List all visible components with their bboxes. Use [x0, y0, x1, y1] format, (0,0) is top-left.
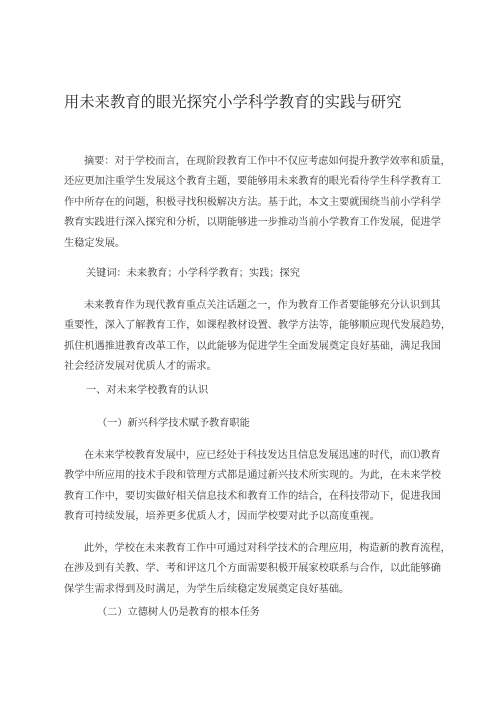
section-heading-1: 一、对未来学校教育的认识 — [86, 385, 209, 396]
keywords-line: 关键词：未来教育；小学科学教育；实践；探究 — [86, 268, 300, 279]
body-paragraph-2 — [64, 539, 451, 600]
abstract-line: 还应更加注重学生发展这个教育主题，要能够用未来教育的眼光看待学生科学教育工 — [64, 176, 441, 188]
body-line: 在未来学校教育发展中，应已经处于科技发达且信息发展迅速的时代，而⑴教育 — [84, 450, 441, 461]
document-title: 用未来教育的眼光探究小学科学教育的实践与研究 — [64, 93, 402, 111]
body-paragraph-1 — [64, 446, 444, 528]
subsection-heading-2: （二）立德树人仍是教育的根本任务 — [97, 607, 260, 618]
intro-paragraph — [64, 296, 452, 378]
intro-line: 社会经济发展对优质人才的需求。 — [64, 361, 217, 373]
abstract-line: 作中所存在的问题，积极寻找积极解决方法。基于此，本文主要就围绕当前小学科学 — [64, 196, 441, 208]
body-line: 在涉及到有关教、学、考和评这几个方面需要积极开展家校联系与合作，以此能够确 — [64, 563, 441, 575]
abstract-line: 教育实践进行深入探究和分析，以期能够进一步推动当前小学教育工作发展，促进学 — [64, 217, 441, 229]
abstract-line: 摘要：对于学校而言，在现阶段教育工作中不仅应考虑如何提升教学效率和质量， — [84, 156, 451, 167]
abstract-line: 生稳定发展。 — [64, 237, 126, 249]
body-line: 教育工作中，要切实做好相关信息技术和教育工作的结合，在科技带动下，促进我国 — [64, 490, 441, 502]
subsection-heading-1: （一）新兴科学技术赋予教育职能 — [97, 418, 250, 429]
body-line: 教育可持续发展，培养更多优质人才，因而学校要对此予以高度重视。 — [64, 511, 380, 523]
intro-line: 抓住机遇推进教育改革工作，以此能够为促进学生全面发展奠定良好基础，满足我国 — [64, 340, 441, 352]
intro-line: 未来教育作为现代教育重点关注话题之一，作为教育工作者要能够充分认识到其 — [84, 300, 441, 311]
body-line: 保学生需求得到及时满足，为学生后续稳定发展奠定良好基础。 — [64, 583, 350, 595]
abstract-paragraph — [64, 152, 451, 254]
intro-line: 重要性，深入了解教育工作，如课程教材设置、教学方法等，能够顺应现代发展趋势， — [64, 320, 452, 332]
body-line: 教学中所应用的技术手段和管理方式都是通过新兴技术所实现的。为此，在未来学校 — [64, 470, 441, 482]
body-line: 此外，学校在未来教育工作中可通过对科学技术的合理应用，构造新的教育流程， — [84, 543, 451, 554]
